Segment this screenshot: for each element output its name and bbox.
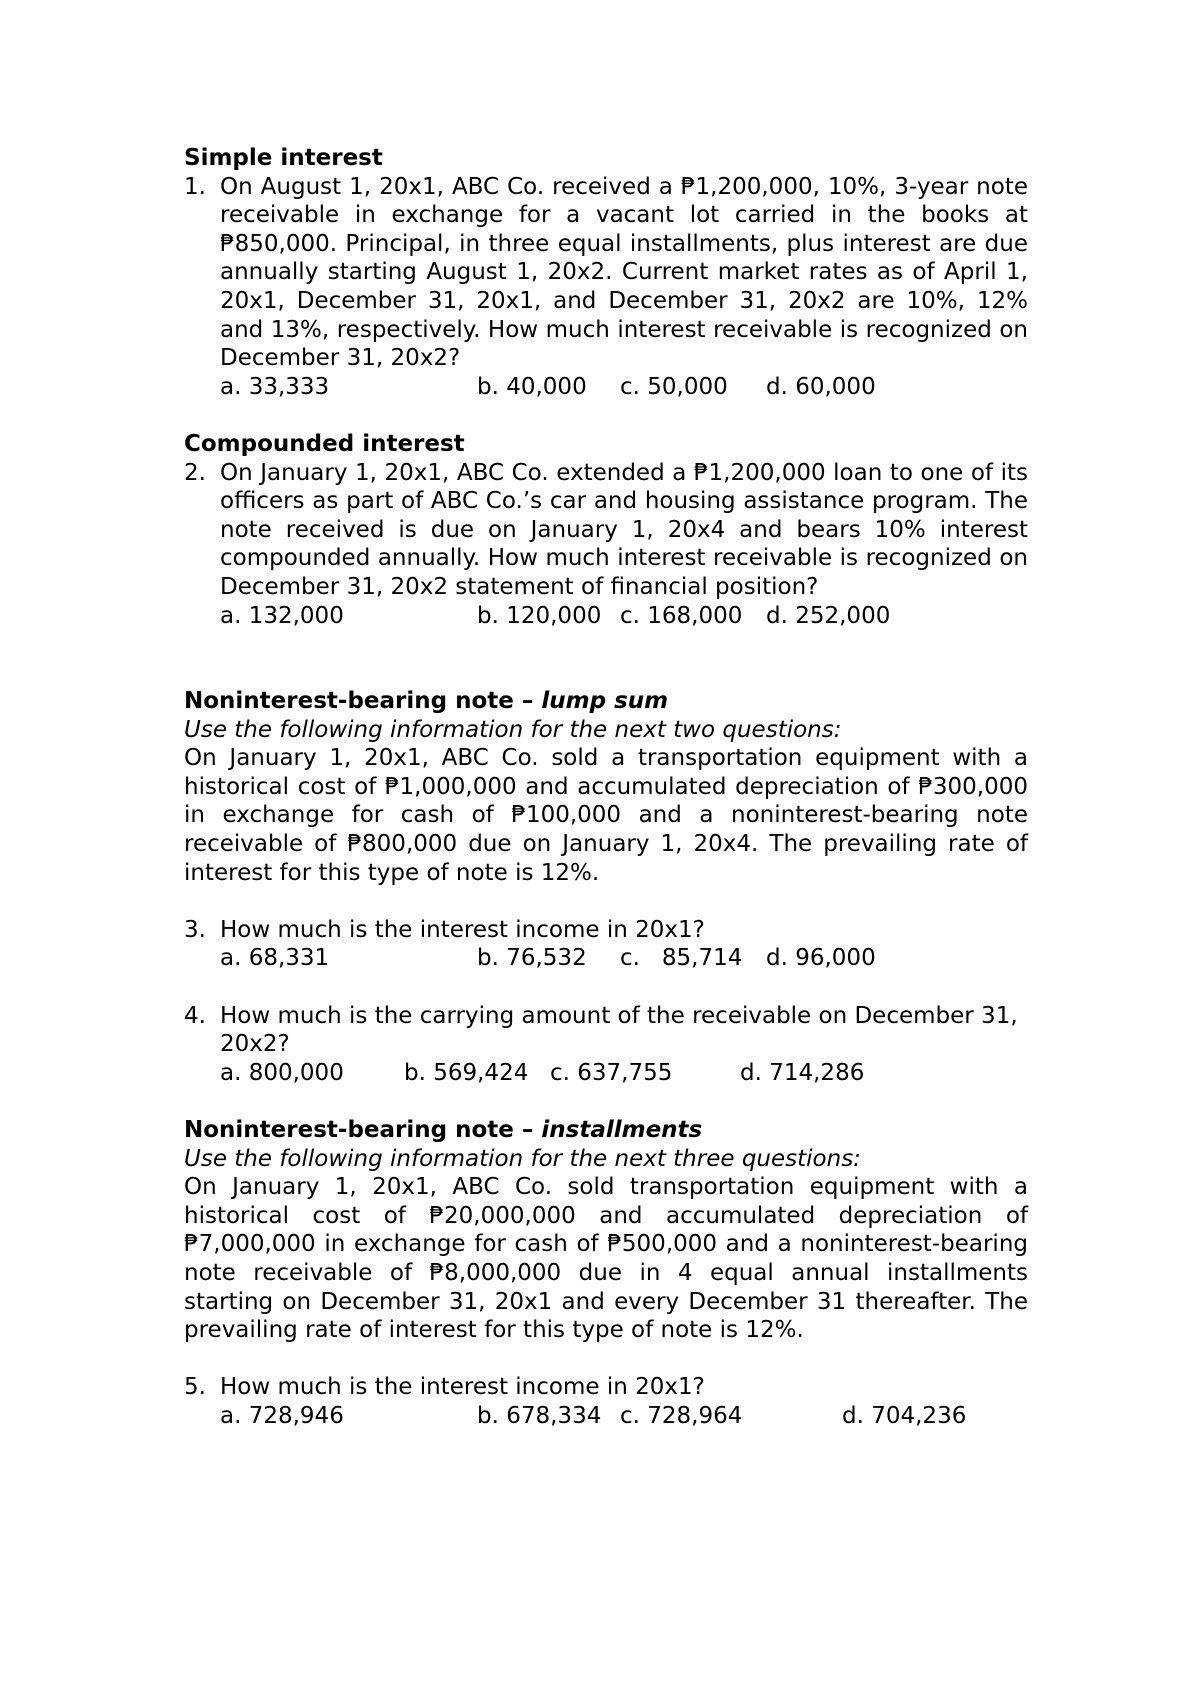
choice-b: b. 40,000: [477, 373, 587, 400]
question-1: [184, 173, 1028, 402]
choice-c: c. 85,714: [620, 945, 743, 972]
heading-italic-text: lump sum: [541, 688, 669, 715]
choice-c: c. 168,000: [620, 602, 743, 629]
choice-a: a. 800,000: [220, 1059, 344, 1086]
choice-c: c. 728,964: [620, 1402, 743, 1429]
question-3: [184, 916, 1028, 973]
question-text: On January 1, 20x1, ABC Co. extended a ₱1,200,000 loan to one of its officers as part of ABC Co.’s car and housing assistance program. The note received is due on January 1, 20x4 and bears 10% interest compounded annually. How much interest receivable is recognized on December 31, 20x2 statement of financial position?: [220, 459, 1028, 600]
answer-choices: [220, 944, 1028, 973]
choice-b: b. 678,334: [477, 1402, 602, 1429]
choice-d: d. 96,000: [766, 945, 876, 972]
heading-italic-text: installments: [541, 1117, 703, 1143]
choice-d: d. 704,236: [842, 1402, 967, 1429]
choice-b: b. 120,000: [477, 602, 602, 629]
choice-d: d. 714,286: [740, 1059, 865, 1086]
choice-a: a. 68,331: [220, 945, 330, 972]
choice-b: b. 569,424: [404, 1059, 529, 1086]
answer-choices: [220, 373, 1028, 402]
question-text: How much is the interest income in 20x1?: [220, 916, 705, 943]
section-heading-simple-interest: Simple interest: [184, 145, 383, 171]
question-5: [184, 1373, 1028, 1430]
question-text: How much is the carrying amount of the receivable on December 31, 20x2?: [220, 1002, 1018, 1058]
choice-a: a. 728,946: [220, 1402, 344, 1429]
choice-d: d. 252,000: [766, 602, 891, 629]
answer-choices: [220, 1402, 1028, 1431]
choice-d: d. 60,000: [766, 373, 876, 400]
choice-b: b. 76,532: [477, 945, 587, 972]
info-paragraph: On January 1, 20x1, ABC Co. sold transportation equipment with a historical cost of ₱20,000,000 and accumulated depreciation of ₱7,000,000 in exchange for cash of ₱500,000 and a noninterest-bearing note receivable of ₱8,000,000 due in 4 equal annual installments starting on December 31, 20x1 and every December 31 thereafter. The prevailing rate of interest for this type of note is 12%.: [184, 1174, 1028, 1344]
question-text: How much is the interest income in 20x1?: [220, 1374, 705, 1401]
question-number: 1.: [184, 173, 206, 200]
choice-a: a. 132,000: [220, 602, 344, 629]
question-number: 2.: [184, 459, 206, 486]
question-text: On August 1, 20x1, ABC Co. received a ₱1,200,000, 10%, 3-year note receivable in exchange for a vacant lot carried in the books at ₱850,000. Principal, in three equal installments, plus interest are due annually starting August 1, 20x2. Current market rates as of April 1, 20x1, December 31, 20x1, and December 31, 20x2 are 10%, 12% and 13%, respectively. How much interest receivable is recognized on December 31, 20x2?: [220, 173, 1028, 372]
section-heading-installments: [184, 1116, 1028, 1145]
question-number: 4.: [184, 1002, 206, 1029]
question-2: [184, 459, 1028, 631]
document-body: [184, 144, 1028, 1431]
instruction-text: Use the following information for the next two questions:: [184, 716, 842, 743]
heading-text: Noninterest-bearing note –: [184, 688, 542, 715]
choice-c: c. 637,755: [550, 1059, 673, 1086]
answer-choices: [220, 602, 1028, 631]
question-number: 5.: [184, 1374, 206, 1401]
answer-choices: [220, 1059, 1028, 1088]
choice-c: c. 50,000: [620, 373, 728, 400]
info-paragraph: On January 1, 20x1, ABC Co. sold a transportation equipment with a historical cost of ₱1,000,000 and accumulated depreciation of ₱300,000 in exchange for cash of ₱100,000 and a noninterest-bearing note receivable of ₱800,000 due on January 1, 20x4. The prevailing rate of interest for this type of note is 12%.: [184, 745, 1028, 886]
instruction-text: Use the following information for the next three questions:: [184, 1145, 861, 1172]
choice-a: a. 33,333: [220, 373, 330, 400]
question-number: 3.: [184, 916, 206, 943]
heading-text: Noninterest-bearing note –: [184, 1117, 542, 1143]
section-heading-lump-sum: [184, 687, 1028, 716]
section-heading-compounded-interest: Compounded interest: [184, 430, 465, 457]
question-4: [184, 1002, 1028, 1088]
